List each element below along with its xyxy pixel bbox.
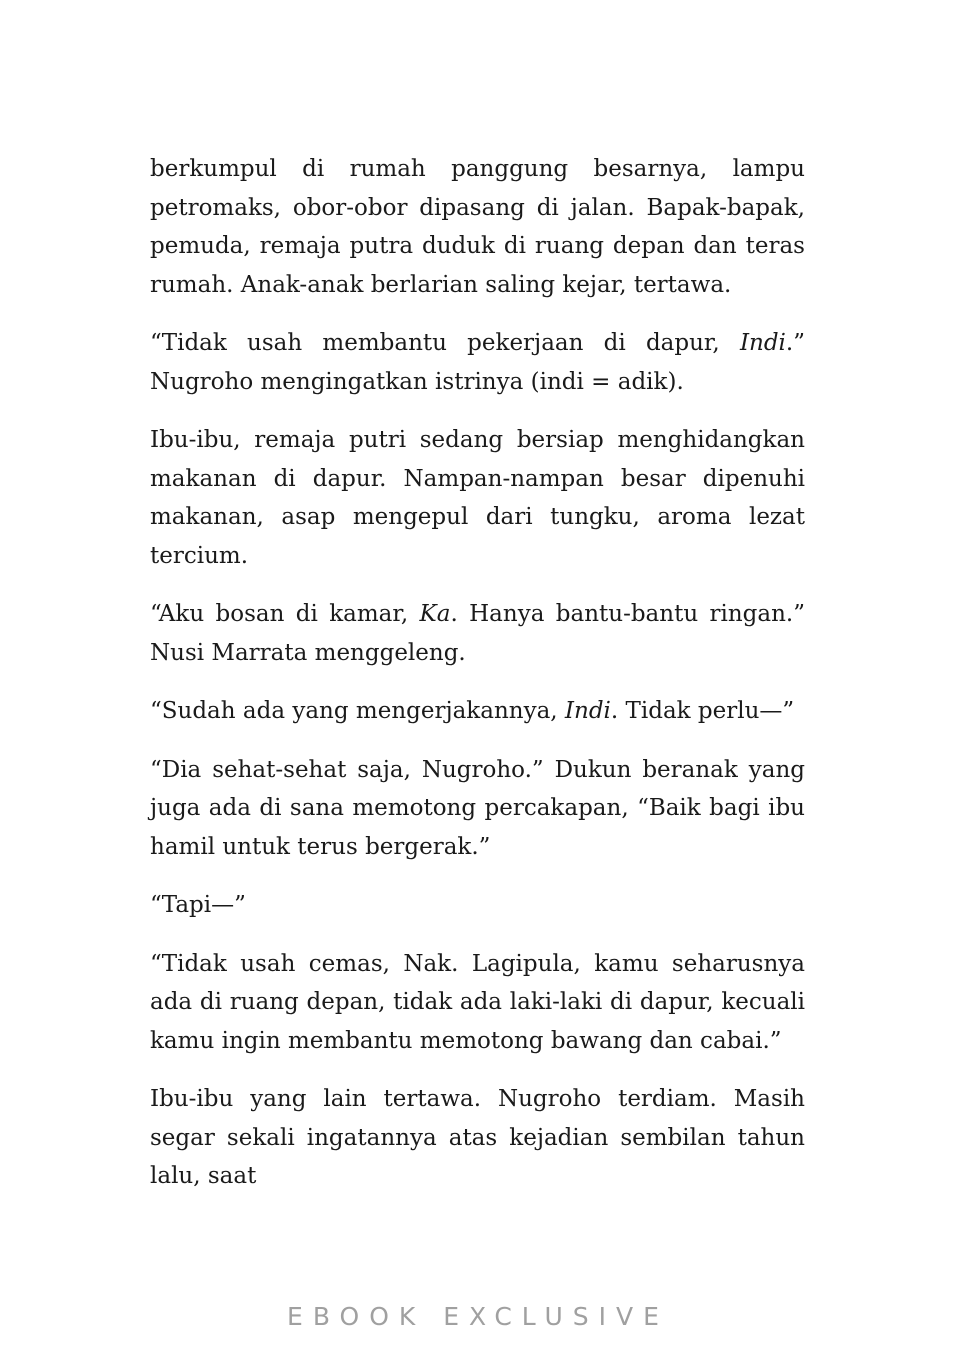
paragraph-7	[150, 886, 805, 925]
text-run: Ibu-ibu yang lain tertawa. Nugroho terdiam. Masih segar sekali ingatannya atas kejadian sembilan tahun lalu, saat	[150, 1086, 805, 1189]
page-body	[150, 150, 805, 1216]
italic-term: Indi	[739, 330, 786, 356]
text-run: . Tidak perlu—”	[610, 698, 795, 724]
paragraph-4	[150, 595, 805, 672]
paragraph-1	[150, 150, 805, 304]
text-run: . Hanya bantu-bantu ringan.” Nusi Marrata menggeleng.	[150, 601, 805, 666]
text-run: “Tidak usah membantu pekerjaan di dapur,	[150, 330, 740, 356]
text-run: “Tapi—”	[150, 892, 246, 918]
paragraph-8	[150, 945, 805, 1061]
paragraph-9	[150, 1080, 805, 1196]
paragraph-3	[150, 421, 805, 575]
text-run: “Tidak usah cemas, Nak. Lagipula, kamu seharusnya ada di ruang depan, tidak ada laki-laki di dapur, kecuali kamu ingin membantu memotong bawang dan cabai.”	[150, 950, 805, 1054]
paragraph-6	[150, 751, 805, 867]
paragraph-2	[150, 324, 805, 401]
text-run: .” Nugroho mengingatkan istrinya (indi = adik).	[150, 330, 805, 395]
italic-term: Indi	[564, 698, 611, 724]
ebook-exclusive-footer: EBOOK EXCLUSIVE	[287, 1302, 669, 1331]
paragraph-5	[150, 692, 805, 731]
text-run: berkumpul di rumah panggung besarnya, lampu petromaks, obor-obor dipasang di jalan. Bapak-bapak, pemuda, remaja putra duduk di ruang depan dan teras rumah. Anak-anak berlarian saling kejar, tertawa.	[150, 156, 805, 298]
italic-term: Ka	[419, 601, 451, 627]
text-run: “Sudah ada yang mengerjakannya,	[150, 698, 565, 724]
text-run: “Aku bosan di kamar,	[150, 601, 420, 627]
text-run: Ibu-ibu, remaja putri sedang bersiap menghidangkan makanan di dapur. Nampan-nampan besar dipenuhi makanan, asap mengepul dari tungku, aroma lezat tercium.	[150, 427, 805, 569]
text-run: “Dia sehat-sehat saja, Nugroho.” Dukun beranak yang juga ada di sana memotong percakapan, “Baik bagi ibu hamil untuk terus bergerak.”	[150, 756, 805, 860]
